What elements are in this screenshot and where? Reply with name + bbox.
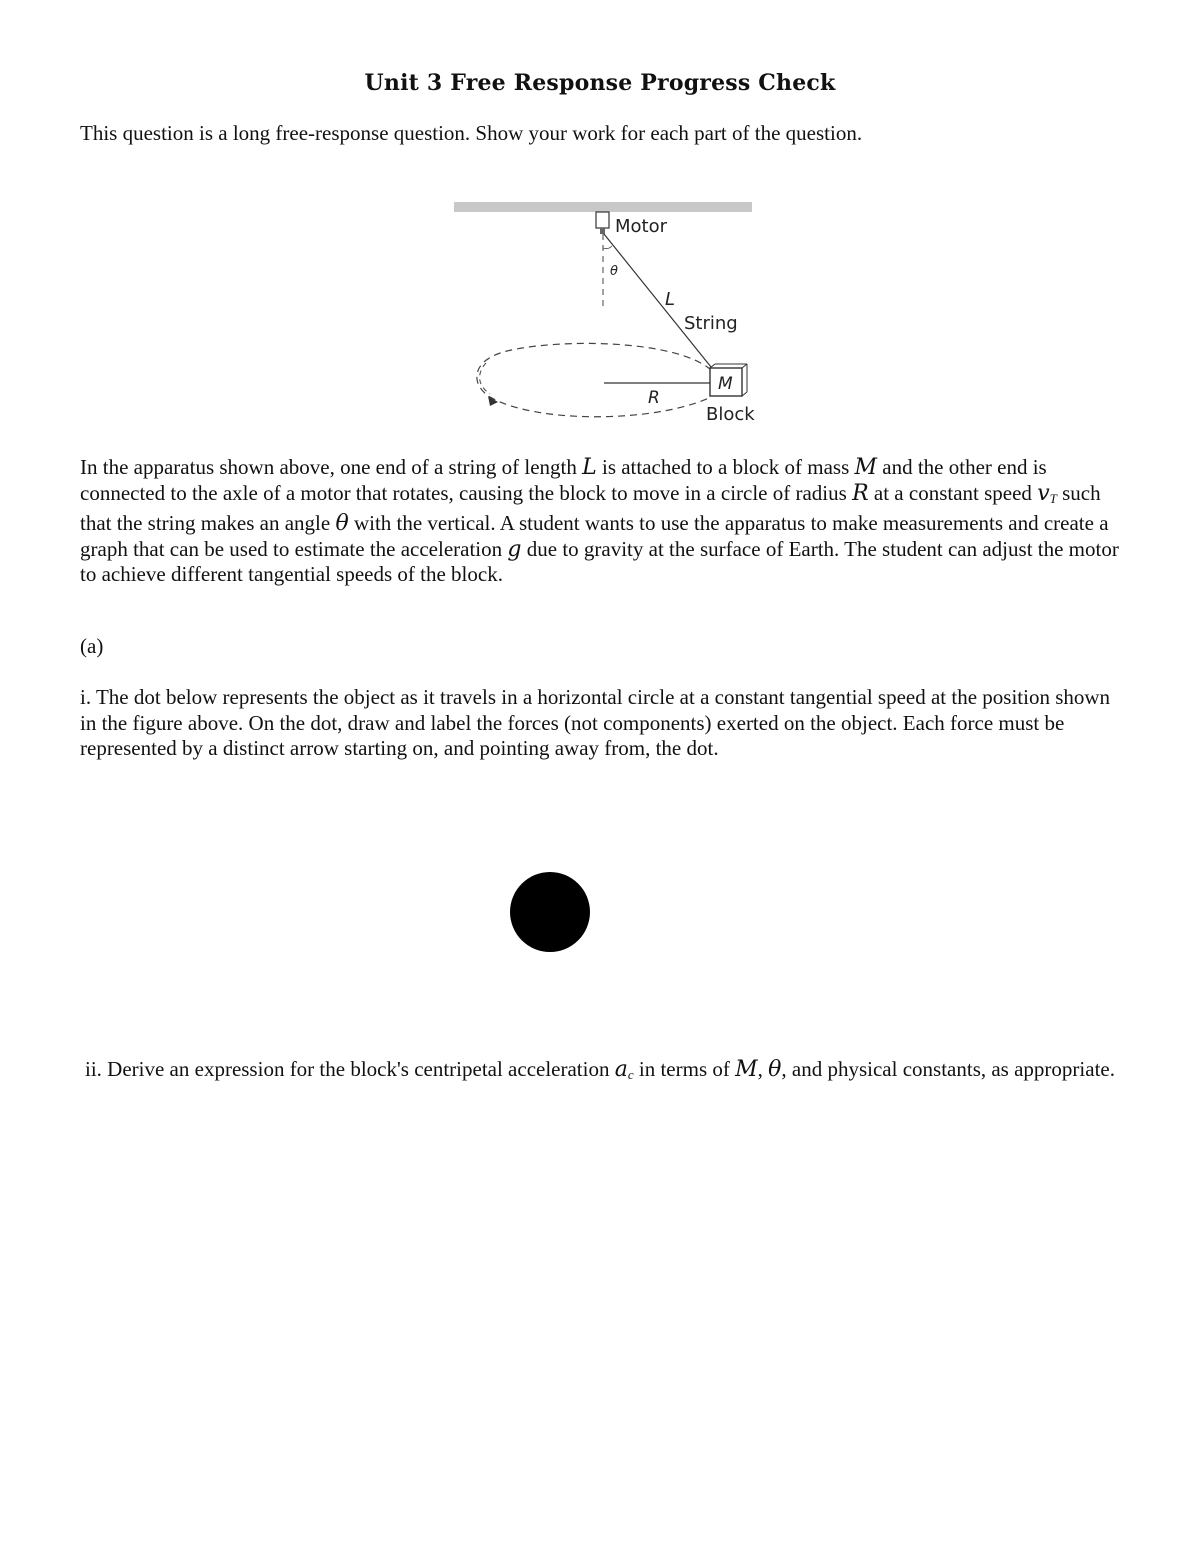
question-a-i: i. The dot below represents the object as it travels in a horizontal circle at a constant tangential speed at the position shown in the figure above. On the dot, draw and label the forces (not components) exerted on the object. Each force must be represented by a distinct arrow starting on, and pointing away from, the dot.: [80, 685, 1111, 760]
question-a-ii: ii. Derive an expression for the block's centripetal acceleration $a_c$ in terms of M, θ, and physical constants, as appropriate.: [85, 1057, 1115, 1082]
var-L: L: [582, 455, 597, 480]
var-theta: θ: [335, 511, 349, 536]
page-title: Unit 3 Free Response Progress Check: [364, 70, 836, 96]
part-a-label: (a): [80, 634, 104, 658]
ceiling-bar: [454, 202, 752, 212]
var-a: a: [614, 1057, 628, 1082]
object-dot[interactable]: [510, 872, 590, 952]
circular-path: [477, 343, 711, 416]
motor-label: Motor: [615, 216, 668, 237]
theta-arc: [603, 246, 612, 249]
var-M: M: [735, 1057, 758, 1082]
theta-label: θ: [610, 264, 618, 279]
var-g: g: [507, 536, 522, 562]
mass-label: M: [718, 374, 733, 394]
var-v: v: [1037, 480, 1050, 506]
apparatus-figure: [452, 198, 772, 433]
block-label: Block: [706, 404, 755, 425]
string-label: String: [684, 313, 738, 334]
var-a-subscript: c: [627, 1067, 634, 1082]
direction-arrowhead: [488, 396, 498, 406]
var-R: R: [852, 480, 869, 506]
var-theta: θ: [768, 1057, 782, 1082]
string-line: [604, 234, 711, 367]
var-M: M: [854, 455, 878, 480]
radius-label: R: [648, 388, 660, 408]
motor-box: [596, 212, 609, 228]
setup-paragraph: In the apparatus shown above, one end of a string of length L is attached to a block of mass M and the other end is connected to the axle of a motor that rotates, causing the block to move in a circle of radius R at a constant speed $v_T$ such that the string makes an angle θ with the vertical. A student wants to use the apparatus to make measurements and create a graph that can be used to estimate the acceleration g due to gravity at the surface of Earth. The student can adjust the motor to achieve different tangential speeds of the block.: [80, 455, 1119, 586]
var-v-subscript: T: [1049, 490, 1057, 506]
length-label: L: [665, 289, 676, 310]
instructions-text: This question is a long free-response question. Show your work for each part of the question.: [80, 121, 863, 145]
motor-axle: [600, 228, 605, 234]
